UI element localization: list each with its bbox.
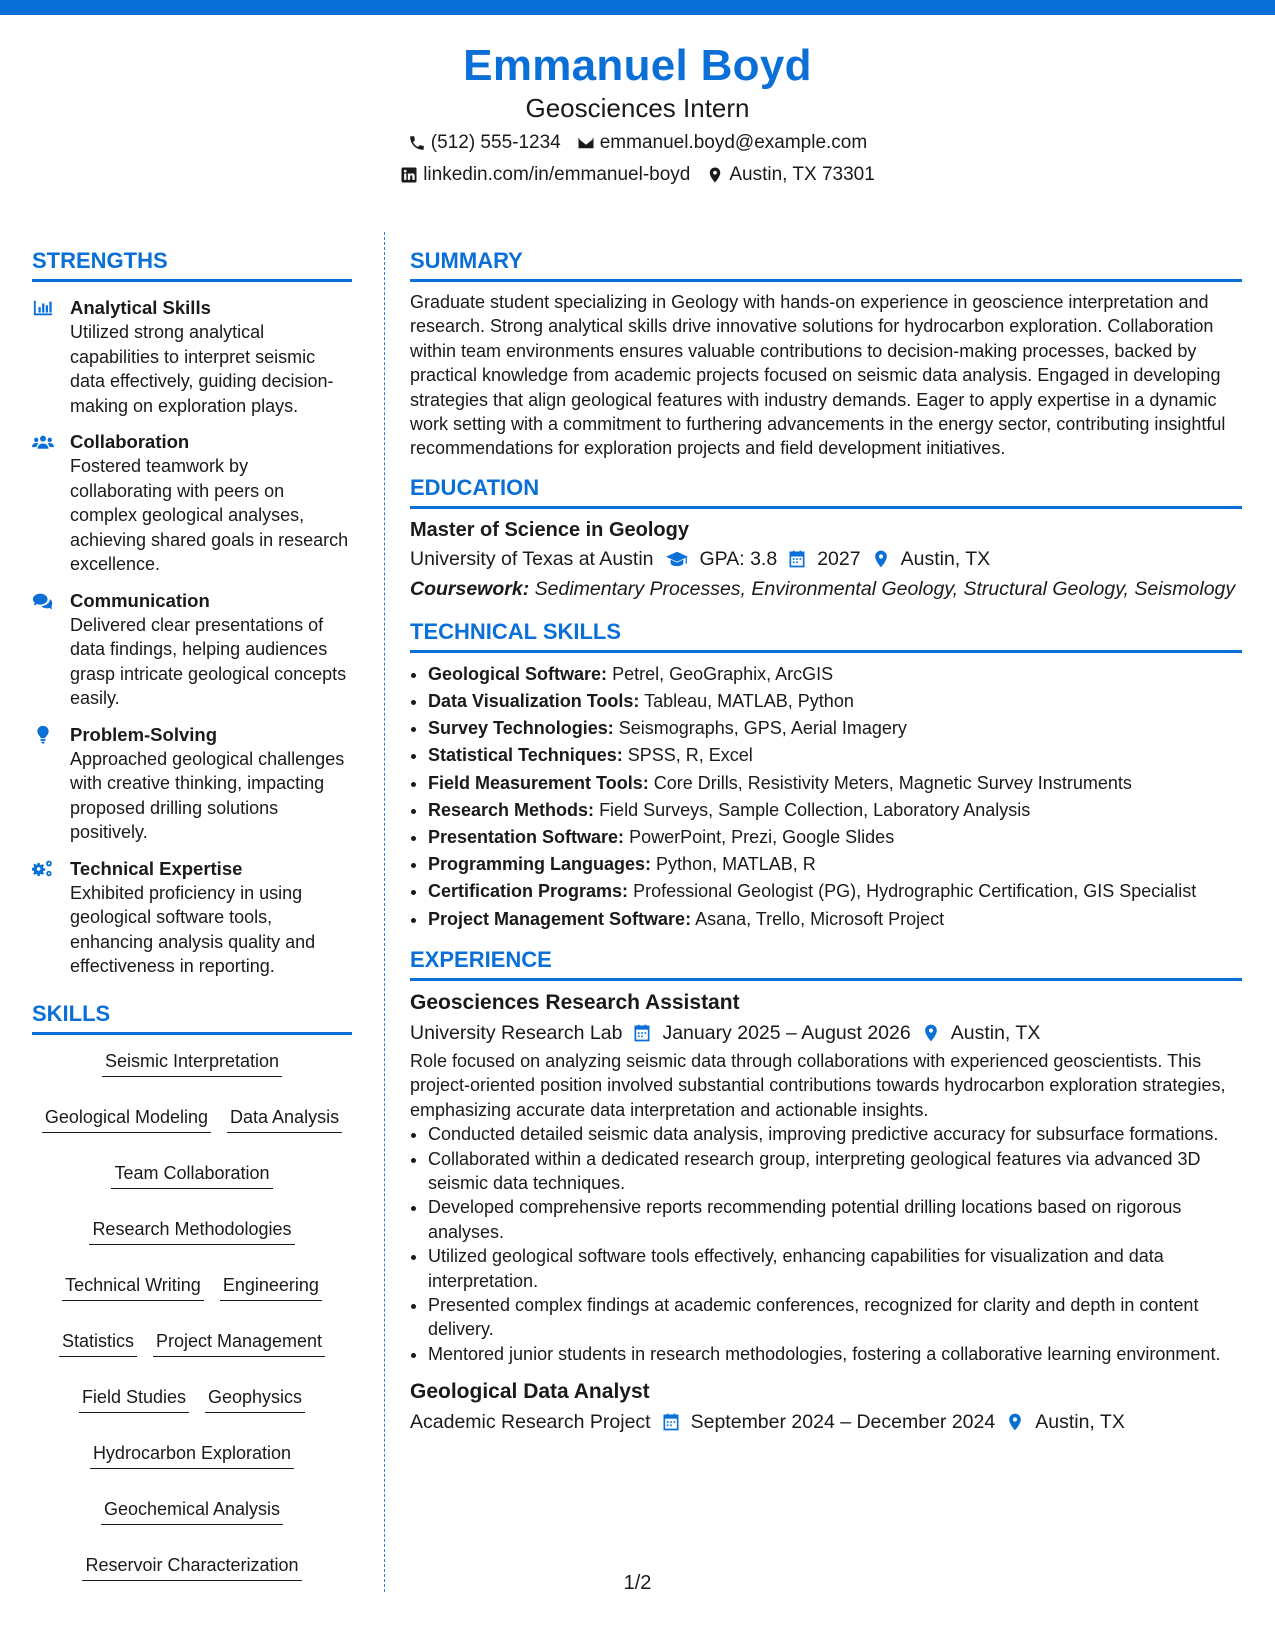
- strengths-heading: STRENGTHS: [32, 248, 352, 282]
- strength-desc: Delivered clear presentations of data findings, helping audiences grasp intricate geological concepts easily.: [70, 614, 347, 708]
- strength-title: Communication: [70, 589, 210, 611]
- resume-header: [0, 40, 1275, 188]
- job-dates: January 2025 – August 2026: [662, 1021, 911, 1044]
- envelope-icon: [577, 134, 595, 152]
- list-item: [428, 797, 1242, 824]
- map-pin-icon: [706, 166, 724, 184]
- job-meta: [410, 1408, 1242, 1436]
- job-title: Geosciences Research Assistant: [410, 990, 740, 1014]
- skill-tag: Geological Modeling: [42, 1105, 211, 1133]
- list-item: [428, 851, 1242, 878]
- skill-label: Certification Programs:: [428, 881, 629, 902]
- grad-year: 2027: [817, 547, 861, 570]
- list-item: [428, 715, 1242, 742]
- job-bullets: [410, 1122, 1242, 1366]
- education-meta: [410, 545, 1242, 573]
- job-meta: [410, 1019, 1242, 1047]
- skill-label: Project Management Software:: [428, 908, 692, 929]
- contact-row-1: [0, 130, 1275, 156]
- candidate-title: Geosciences Intern: [525, 93, 750, 123]
- bar-chart-icon: [32, 296, 58, 418]
- skill-value: Core Drills, Resistivity Meters, Magnetic Survey Instruments: [653, 772, 1132, 793]
- strength-desc: Utilized strong analytical capabilities to interpret seismic data effectively, guiding decision-making on exploration plays.: [70, 322, 334, 416]
- strength-title: Problem-Solving: [70, 723, 217, 745]
- summary-text: Graduate student specializing in Geology with hands-on experience in geoscience interpretation and research. Strong analytical skills drive innovative solutions for hydrocarbon exploration. Collaboration within team environments ensures valuable contributions to decision-making processes, backed by practical knowledge from academic projects focused on seismic data analysis. Engaged in developing strategies that align geological features with industry demands. Eager to apply expertise in a dynamic work setting with a commitment to furthering advancements in the energy sector, contributing insightful recommendations for exploration projects and field development initiatives.: [410, 292, 1226, 459]
- graduation-cap-icon: [664, 549, 690, 569]
- list-item: • Presented complex findings at academic conferences, recognized for clarity and depth in content delivery.: [428, 1293, 1242, 1342]
- technical-skills-list: [410, 661, 1242, 933]
- coursework-list: Sedimentary Processes, Environmental Geology, Structural Geology, Seismology: [534, 577, 1236, 600]
- calendar-icon: [632, 1023, 652, 1043]
- map-pin-icon: [871, 549, 891, 569]
- strength-desc: Fostered teamwork by collaborating with peers on complex geological analyses, achieving shared goals in research excellence.: [70, 456, 349, 574]
- skill-value: Professional Geologist (PG), Hydrographic Certification, GIS Specialist: [633, 881, 1197, 902]
- list-item: [428, 906, 1242, 933]
- strength-item: [32, 857, 352, 979]
- school-name: University of Texas at Austin: [410, 547, 654, 570]
- strength-item: [32, 296, 352, 418]
- job-org: University Research Lab: [410, 1021, 623, 1044]
- strength-desc: Exhibited proficiency in using geological software tools, enhancing analysis quality and effectiveness in reporting.: [70, 882, 316, 976]
- skill-value: PowerPoint, Prezi, Google Slides: [629, 827, 895, 848]
- list-item: • Utilized geological software tools effectively, enhancing capabilities for visualization and data interpretation.: [428, 1244, 1242, 1293]
- gpa-text: GPA: 3.8: [699, 547, 778, 570]
- list-item: • Collaborated within a dedicated research group, interpreting geological features via advanced 3D seismic data techniques.: [428, 1147, 1242, 1196]
- skill-label: Presentation Software:: [428, 827, 625, 848]
- job-dates: September 2024 – December 2024: [690, 1411, 996, 1434]
- calendar-icon: [787, 549, 807, 569]
- skill-tag: Geophysics: [205, 1385, 305, 1413]
- strength-item: [32, 589, 352, 711]
- list-item: • Developed comprehensive reports recommending potential drilling locations based on rigorous analyses.: [428, 1195, 1242, 1244]
- gears-icon: [32, 857, 58, 979]
- skill-label: Statistical Techniques:: [428, 745, 623, 766]
- coursework-label: Coursework:: [410, 577, 530, 600]
- strengths-list: [32, 296, 352, 979]
- list-item: [428, 770, 1242, 797]
- skill-tag: Geochemical Analysis: [101, 1497, 283, 1525]
- list-item: [428, 878, 1242, 905]
- skill-value: Tableau, MATLAB, Python: [644, 691, 854, 712]
- skill-value: Asana, Trello, Microsoft Project: [695, 908, 945, 929]
- skill-tag: Field Studies: [79, 1385, 189, 1413]
- skill-tag: Engineering: [220, 1273, 322, 1301]
- email-contact[interactable]: [577, 130, 867, 156]
- job-location: Austin, TX: [950, 1021, 1041, 1044]
- skill-tag: Reservoir Characterization: [82, 1553, 301, 1581]
- skill-label: Geological Software:: [428, 663, 608, 684]
- summary-heading: SUMMARY: [410, 248, 1242, 282]
- map-pin-icon: [921, 1023, 941, 1043]
- page-number: 1/2: [623, 1572, 652, 1594]
- skill-label: Programming Languages:: [428, 854, 652, 875]
- job-location: Austin, TX: [1035, 1411, 1125, 1434]
- list-item: • Conducted detailed seismic data analysis, improving predictive accuracy for subsurface formations.: [428, 1122, 1242, 1146]
- skill-label: Field Measurement Tools:: [428, 772, 649, 793]
- phone-icon: [408, 134, 426, 152]
- skill-label: Research Methods:: [428, 799, 595, 820]
- list-item: [428, 824, 1242, 851]
- skill-label: Data Visualization Tools:: [428, 691, 640, 712]
- contact-row-2: [0, 162, 1275, 188]
- comments-icon: [32, 589, 58, 711]
- skills-heading: SKILLS: [32, 1001, 352, 1035]
- phone-contact[interactable]: [408, 130, 561, 156]
- location-text: Austin, TX 73301: [729, 164, 875, 185]
- technical-skills-heading: TECHNICAL SKILLS: [410, 619, 1242, 653]
- skill-tag: Statistics: [59, 1329, 137, 1357]
- email-text: emmanuel.boyd@example.com: [599, 132, 868, 153]
- linkedin-text: linkedin.com/in/emmanuel-boyd: [423, 164, 691, 185]
- linkedin-icon: [400, 166, 418, 184]
- right-column: [410, 248, 1242, 1436]
- job-org: Academic Research Project: [410, 1411, 651, 1434]
- skill-tag: Data Analysis: [227, 1105, 342, 1133]
- education-heading: EDUCATION: [410, 475, 1242, 509]
- users-icon: [32, 430, 58, 577]
- strength-title: Analytical Skills: [70, 297, 211, 318]
- list-item: • Mentored junior students in research methodologies, fostering a collaborative learning environment.: [428, 1342, 1242, 1366]
- location-contact: [706, 162, 874, 188]
- linkedin-contact[interactable]: [400, 162, 690, 188]
- top-accent-bar: [0, 0, 1275, 15]
- strength-item: [32, 723, 352, 845]
- job-title: Geological Data Analyst: [410, 1380, 650, 1404]
- skill-tag: Project Management: [153, 1329, 325, 1357]
- list-item: [428, 661, 1242, 688]
- skill-value: Seismographs, GPS, Aerial Imagery: [618, 718, 907, 739]
- experience-heading: EXPERIENCE: [410, 947, 1242, 981]
- column-divider: [384, 232, 385, 1592]
- lightbulb-icon: [32, 723, 58, 845]
- list-item: [428, 742, 1242, 769]
- school-location: Austin, TX: [900, 547, 991, 570]
- strength-title: Collaboration: [70, 431, 190, 452]
- skill-tag: Team Collaboration: [111, 1161, 272, 1189]
- map-pin-icon: [1005, 1412, 1025, 1432]
- coursework: [410, 577, 1242, 601]
- calendar-icon: [661, 1412, 681, 1432]
- skill-value: Petrel, GeoGraphix, ArcGIS: [612, 663, 834, 684]
- candidate-name: Emmanuel Boyd: [463, 41, 812, 90]
- skill-tag: Seismic Interpretation: [102, 1049, 282, 1077]
- left-column: [32, 248, 352, 1581]
- skill-tag: Technical Writing: [62, 1273, 204, 1301]
- skill-value: Python, MATLAB, R: [656, 854, 816, 875]
- skill-tag: Research Methodologies: [89, 1217, 294, 1245]
- degree-title: Master of Science in Geology: [410, 518, 689, 541]
- list-item: [428, 688, 1242, 715]
- strength-desc: Approached geological challenges with creative thinking, impacting proposed drilling solutions positively.: [70, 748, 345, 842]
- skill-tag: Hydrocarbon Exploration: [90, 1441, 294, 1469]
- strength-item: [32, 430, 352, 577]
- skills-list: [32, 1049, 352, 1581]
- phone-text: (512) 555-1234: [430, 132, 561, 153]
- strength-title: Technical Expertise: [70, 857, 243, 879]
- skill-value: SPSS, R, Excel: [627, 745, 753, 766]
- job-description: Role focused on analyzing seismic data through collaborations with experienced geoscientists. This project-oriented position involved substantial contributions towards hydrocarbon exploration strategies, emphasizing accurate data interpretation and actionable insights.: [410, 1050, 1226, 1120]
- skill-label: Survey Technologies:: [428, 718, 614, 739]
- skill-value: Field Surveys, Sample Collection, Laboratory Analysis: [599, 799, 1031, 820]
